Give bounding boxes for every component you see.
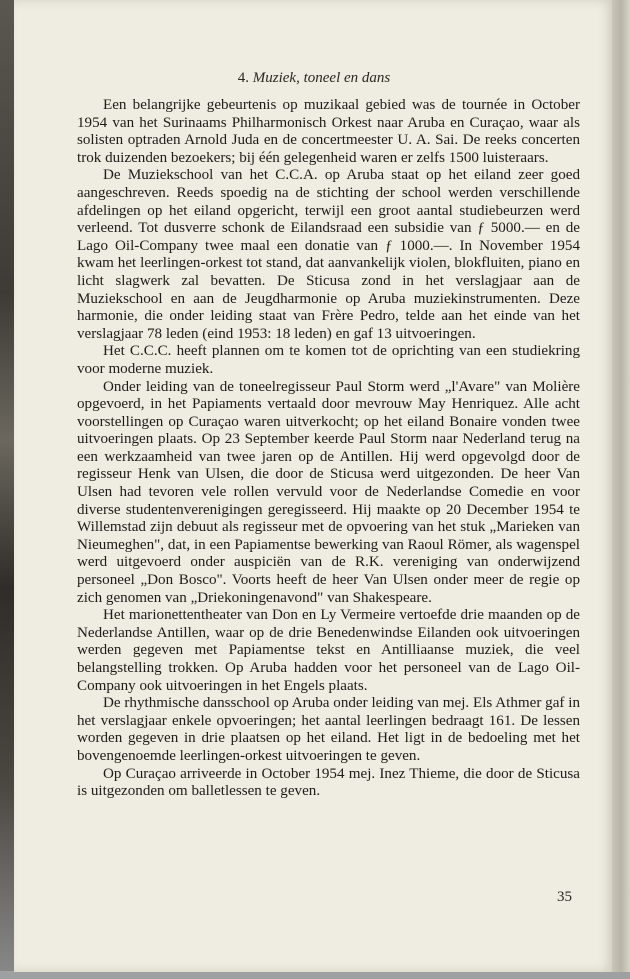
paragraph-orchestra-tour: Een belangrijke gebeurtenis op muzikaal gebied was de tournée in October 1954 van het Surinaams Philharmonisch Orkest naar Aruba en Curaçao, waar als solisten optraden Arnold Juda en de concertmeester U. A. Sai. De reeks concerten trok duizenden bezoekers; bij één gelegenheid waren er zelfs 1500 luisteraars. bbox=[77, 97, 580, 166]
section-heading bbox=[14, 70, 614, 87]
section-number: 4. bbox=[237, 70, 250, 86]
page-number: 35 bbox=[557, 889, 572, 905]
page-edge-shadow bbox=[612, 0, 630, 972]
section-title: Muziek, toneel en dans bbox=[252, 70, 391, 86]
paragraph-ballet: Op Curaçao arriveerde in October 1954 mej. Inez Thieme, die door de Sticusa is uitgezonden om balletlessen te geven. bbox=[77, 765, 580, 800]
scan-background-bottom bbox=[0, 971, 630, 979]
paragraph-marionettes: Het marionettentheater van Don en Ly Vermeire vertoefde drie maanden op de Nederlandse Antillen, waar op de drie Benedenwindse Eilanden ook uitvoeringen werden gegeven met Papiamentse tekst en Antilliaanse muziek, die veel belangstelling trokken. Op Aruba hadden voor het personeel van de Lago Oil-Company ook uitvoeringen in het Engels plaats. bbox=[77, 607, 580, 694]
paragraph-dance-school: De rhythmische dansschool op Aruba onder leiding van mej. Els Athmer gaf in het verslagjaar enkele opvoeringen; het aantal leerlingen bedraagt 161. De lessen worden gegeven in drie plaatsen op het eiland. Het ligt in de bedoeling met het bovengenoemde leerlingen-orkest uitvoeringen te geven. bbox=[77, 695, 580, 764]
paragraph-study-circle: Het C.C.C. heeft plannen om te komen tot de oprichting van een studiekring voor moderne muziek. bbox=[77, 343, 580, 377]
body-text bbox=[77, 97, 580, 801]
paragraph-music-school: De Muziekschool van het C.C.A. op Aruba staat op het eiland zeer goed aangeschreven. Reeds spoedig na de stichting der school werden verschillende afdelingen op het eiland opgericht, terwijl een groot aantal studiebeurzen werd verleend. Tot dusverre schonk de Eilandsraad een subsidie van ƒ 5000.— en de Lago Oil-Company twee maal een donatie van ƒ 1000.—. In November 1954 kwam het leerlingen-orkest tot stand, dat aanvankelijk violen, blokfluiten, piano en licht slagwerk zal bevatten. De Sticusa zond in het verslagjaar aan de Muziekschool en aan de Jeugdharmonie op Aruba muziekinstrumenten. Deze harmonie, die onder leiding staat van Frère Pedro, telde aan het einde van het verslagjaar 78 leden (eind 1953: 18 leden) en gaf 13 uitvoeringen. bbox=[77, 167, 580, 342]
paragraph-theatre: Onder leiding van de toneelregisseur Paul Storm werd „l'Avare" van Molière opgevoerd, in het Papiaments vertaald door mevrouw May Henriquez. Alle acht voorstellingen op Curaçao waren uitverkocht; op het eiland Bonaire vonden twee uitvoeringen plaats. Op 23 September keerde Paul Storm naar Nederland terug na een werkzaamheid van twee jaren op de Antillen. Hij werd opgevolgd door de regisseur Henk van Ulsen, die door de Sticusa werd uitgezonden. De heer Van Ulsen had tevoren vele rollen vervuld voor de Nederlandse Comedie en voor diverse studentenverenigingen geregisseerd. Hij maakte op 20 December 1954 te Willemstad zijn debuut als regisseur met de opvoering van het stuk „Marieken van Nieumeghen", dat, in een Papiamentse bewerking van Raoul Römer, als wagenspel werd uitgevoerd onder auspiciën van de R.K. vereniging van onderwijzend personeel „Don Bosco". Voorts heeft de heer Van Ulsen onder meer de regie op zich genomen van „Driekoningenavond" van Shakespeare. bbox=[77, 378, 580, 606]
book-page bbox=[14, 0, 614, 972]
